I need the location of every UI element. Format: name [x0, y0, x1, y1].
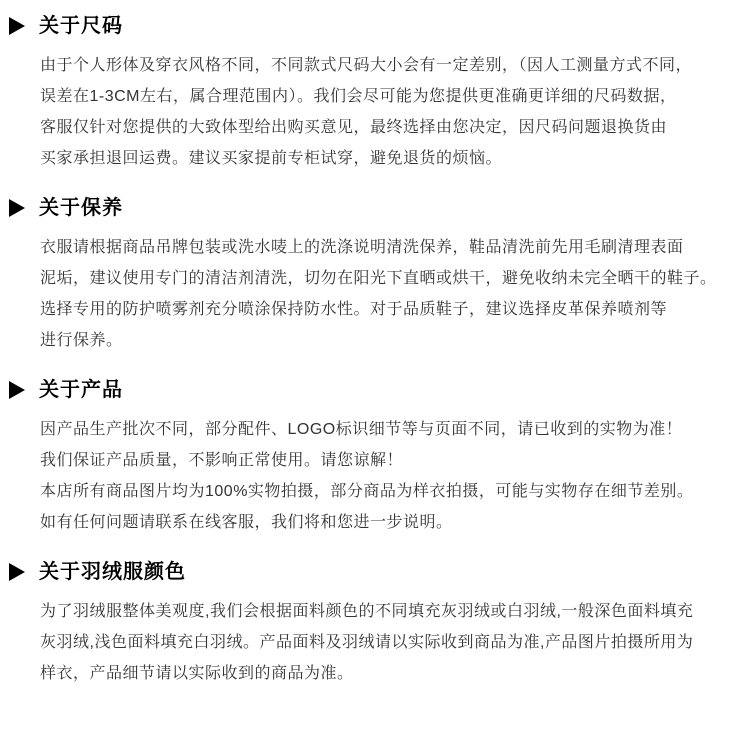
- text-line: 衣服请根据商品吊牌包装或洗水唛上的洗涤说明清洗保养，鞋品清洗前先用毛刷清理表面: [40, 239, 684, 256]
- section-down-color: [8, 558, 732, 689]
- section-size-header: [8, 12, 732, 40]
- text-line: 样衣，产品细节请以实际收到的商品为准。: [40, 665, 354, 682]
- section-title: 关于尺码: [39, 15, 123, 37]
- section-product-header: [8, 376, 732, 404]
- triangle-bullet-icon: [9, 563, 25, 581]
- text-line: 进行保养。: [40, 332, 123, 349]
- section-care-header: [8, 194, 732, 222]
- section-size: [8, 12, 732, 174]
- text-line: 灰羽绒,浅色面料填充白羽绒。产品面料及羽绒请以实际收到商品为准,产品图片拍摄所用为: [40, 634, 694, 651]
- text-line: 因产品生产批次不同，部分配件、LOGO标识细节等与页面不同，请已收到的实物为准！: [40, 421, 683, 438]
- section-care: [8, 194, 732, 356]
- section-down-color-header: [8, 558, 732, 586]
- section-title: 关于产品: [39, 379, 123, 401]
- section-title: 关于保养: [39, 197, 123, 219]
- section-title: 关于羽绒服颜色: [39, 561, 186, 583]
- text-line: 我们保证产品质量，不影响正常使用。请您谅解！: [40, 452, 404, 469]
- text-line: 误差在1-3CM左右，属合理范围内）。我们会尽可能为您提供更准确更详细的尺码数据，: [40, 88, 677, 105]
- section-care-body: [40, 232, 732, 356]
- triangle-bullet-icon: [9, 17, 25, 35]
- text-line: 客服仅针对您提供的大致体型给出购买意见，最终选择由您决定，因尺码问题退换货由: [40, 119, 668, 136]
- section-size-body: [40, 50, 732, 174]
- section-product-body: [40, 414, 732, 538]
- section-product: [8, 376, 732, 538]
- text-line: 由于个人形体及穿衣风格不同，不同款式尺码大小会有一定差别，（因人工测量方式不同，: [40, 57, 693, 74]
- triangle-bullet-icon: [9, 199, 25, 217]
- text-line: 泥垢，建议使用专门的清洁剂清洗，切勿在阳光下直晒或烘干，避免收纳未完全晒干的鞋子。: [40, 270, 717, 287]
- text-line: 如有任何问题请联系在线客服，我们将和您进一步说明。: [40, 514, 453, 531]
- text-line: 本店所有商品图片均为100%实物拍摄，部分商品为样衣拍摄，可能与实物存在细节差别。: [40, 483, 694, 500]
- section-down-color-body: [40, 596, 732, 689]
- text-line: 为了羽绒服整体美观度,我们会根据面料颜色的不同填充灰羽绒或白羽绒,一般深色面料填充: [40, 603, 694, 620]
- text-line: 选择专用的防护喷雾剂充分喷涂保持防水性。对于品质鞋子，建议选择皮革保养喷剂等: [40, 301, 668, 318]
- text-line: 买家承担退回运费。建议买家提前专柜试穿，避免退货的烦恼。: [40, 150, 503, 167]
- triangle-bullet-icon: [9, 381, 25, 399]
